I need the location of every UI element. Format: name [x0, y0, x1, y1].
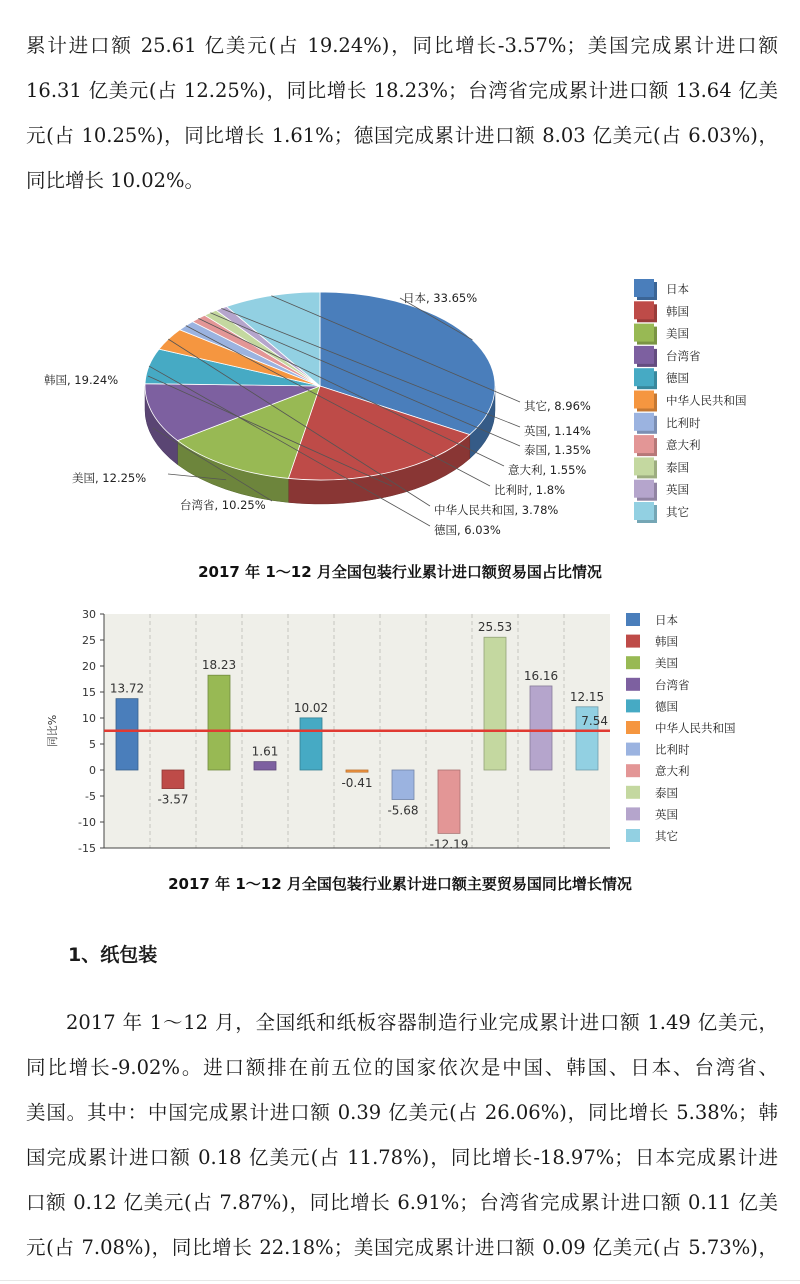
pie-legend-label: 意大利	[666, 438, 701, 453]
bar-y-tick-label: 0	[89, 764, 96, 777]
pie-chart-caption: 2017 年 1～12 月全国包装行业累计进口额贸易国占比情况	[198, 563, 602, 581]
bar	[116, 699, 138, 770]
bar	[346, 770, 368, 772]
pie-legend-swatch	[634, 413, 654, 431]
bar	[162, 770, 184, 789]
bar-y-tick-label: 5	[89, 738, 96, 751]
pie-data-label: 英国, 1.14%	[524, 424, 591, 438]
bar-legend-label: 泰国	[655, 785, 678, 800]
pie-data-label: 美国, 12.25%	[72, 471, 147, 485]
bar-legend-label: 意大利	[655, 764, 690, 779]
bar-legend-label: 英国	[655, 807, 678, 822]
bar-legend-label: 德国	[655, 699, 678, 714]
bar-y-tick-label: 15	[82, 686, 96, 699]
text-line: 元(占 10.25%)，同比增长 1.61%；德国完成累计进口额 8.03 亿美元(占 6.03%)，	[26, 124, 778, 147]
pie-legend-label: 其它	[666, 505, 689, 519]
pie-legend-label: 比利时	[666, 415, 701, 430]
bar-legend-label: 日本	[655, 613, 678, 627]
text-line: 累计进口额 25.61 亿美元(占 19.24%)，同比增长-3.57%；美国完成累计进口额	[26, 34, 778, 57]
bar-legend-swatch	[626, 721, 640, 734]
text-line: 元(占 7.08%)，同比增长 22.18%；美国完成累计进口额 0.09 亿美元(占 5.73%)，	[26, 1236, 778, 1259]
pie-legend-swatch	[634, 324, 654, 342]
bar	[208, 675, 230, 770]
pie-chart	[0, 268, 800, 558]
pie-legend-label: 韩国	[666, 304, 689, 319]
bar-y-tick-label: 30	[82, 608, 96, 621]
text-line: 同比增长-9.02%。进口额排在前五位的国家依次是中国、韩国、日本、台湾省、	[26, 1056, 778, 1079]
pie-data-label: 比利时, 1.8%	[494, 483, 566, 497]
bar-legend-swatch	[626, 764, 640, 777]
bar-legend-label: 比利时	[655, 742, 690, 757]
bar-y-tick-label: 25	[82, 634, 96, 647]
bar-y-tick-label: -10	[78, 816, 96, 829]
bar-value-label: 25.53	[477, 620, 513, 635]
bar-value-label: 12.15	[569, 689, 605, 704]
bar-legend-swatch	[626, 699, 640, 712]
pie-data-label: 泰国, 1.35%	[524, 443, 591, 457]
pie-legend-swatch	[634, 435, 654, 453]
bar-legend-swatch	[626, 807, 640, 820]
pie-data-label: 意大利, 1.55%	[508, 463, 587, 477]
pie-legend-swatch	[634, 301, 654, 319]
intro-paragraph	[26, 23, 778, 203]
bar-value-label: 13.72	[109, 681, 145, 696]
pie-legend-swatch	[634, 480, 654, 498]
pie-legend-swatch	[634, 346, 654, 364]
bar	[484, 637, 506, 770]
bar-reference-label: 7.54	[581, 713, 608, 728]
bar-legend-swatch	[626, 656, 640, 669]
section-heading: 1、纸包装	[68, 944, 158, 966]
pie-legend-swatch	[634, 368, 654, 386]
bar-legend-swatch	[626, 743, 640, 756]
bar-legend-swatch	[626, 635, 640, 648]
pie-data-label: 其它, 8.96%	[524, 399, 591, 413]
bar-chart-caption: 2017 年 1～12 月全国包装行业累计进口额主要贸易国同比增长情况	[168, 875, 632, 893]
bar-legend-label: 其它	[655, 829, 678, 843]
bar-value-label: 16.16	[523, 668, 559, 683]
bar-value-label: 10.02	[293, 700, 329, 715]
text-line: 2017 年 1～12 月，全国纸和纸板容器制造行业完成累计进口额 1.49 亿美元，	[66, 1011, 778, 1034]
bar-y-axis-title: 同比%	[46, 714, 59, 748]
text-line: 16.31 亿美元(占 12.25%)，同比增长 18.23%；台湾省完成累计进口额 13.64 亿美	[26, 79, 778, 102]
pie-legend-label: 美国	[666, 326, 689, 341]
bar-value-label: 18.23	[201, 658, 237, 673]
bar-legend-swatch	[626, 786, 640, 799]
bar	[392, 770, 414, 800]
pie-legend-label: 日本	[666, 282, 689, 296]
bar-value-label: -12.19	[429, 837, 469, 852]
text-line: 国完成累计进口额 0.18 亿美元(占 11.78%)，同比增长-18.97%；日本完成累计进	[26, 1146, 778, 1169]
bar-legend-label: 韩国	[655, 634, 678, 649]
bar	[254, 762, 276, 770]
bar-legend-label: 台湾省	[655, 677, 690, 692]
pie-legend-label: 中华人民共和国	[666, 393, 747, 408]
pie-legend-label: 泰国	[666, 460, 689, 475]
pie-legend-swatch	[634, 502, 654, 520]
bar-y-tick-label: 10	[82, 712, 96, 725]
bar-y-tick-label: -15	[78, 842, 96, 855]
bar	[300, 718, 322, 770]
bar-legend-swatch	[626, 678, 640, 691]
bar-value-label: 1.61	[251, 744, 279, 759]
bar-value-label: -0.41	[341, 776, 373, 791]
divider	[0, 1280, 800, 1281]
pie-data-label: 日本, 33.65%	[403, 291, 478, 305]
bar-value-label: -5.68	[387, 803, 419, 818]
text-line: 口额 0.12 亿美元(占 7.87%)，同比增长 6.91%；台湾省完成累计进口额 0.11 亿美	[26, 1191, 778, 1214]
pie-data-label: 台湾省, 10.25%	[180, 498, 266, 512]
pie-data-label: 德国, 6.03%	[434, 523, 501, 537]
bar-y-tick-label: -5	[85, 790, 96, 803]
bar-chart	[0, 598, 800, 868]
pie-legend-label: 德国	[666, 371, 689, 386]
bar-y-tick-label: 20	[82, 660, 96, 673]
paper-packaging-paragraph	[26, 1000, 778, 1270]
bar-legend-swatch	[626, 613, 640, 626]
pie-legend-swatch	[634, 457, 654, 475]
text-line: 美国。其中：中国完成累计进口额 0.39 亿美元(占 26.06%)，同比增长 5.38%；韩	[26, 1101, 778, 1124]
bar-legend-label: 中华人民共和国	[655, 721, 736, 735]
bar-legend-swatch	[626, 829, 640, 842]
text-line: 同比增长 10.02%。	[26, 169, 205, 192]
pie-legend-label: 台湾省	[666, 348, 701, 363]
pie-legend-swatch	[634, 391, 654, 409]
pie-legend-label: 英国	[666, 482, 689, 497]
pie-legend-swatch	[634, 279, 654, 297]
bar-legend-label: 美国	[655, 656, 678, 671]
pie-data-label: 韩国, 19.24%	[44, 373, 119, 387]
bar	[530, 686, 552, 770]
bar-value-label: -3.57	[157, 792, 189, 807]
pie-data-label: 中华人民共和国, 3.78%	[434, 503, 559, 517]
bar	[438, 770, 460, 833]
